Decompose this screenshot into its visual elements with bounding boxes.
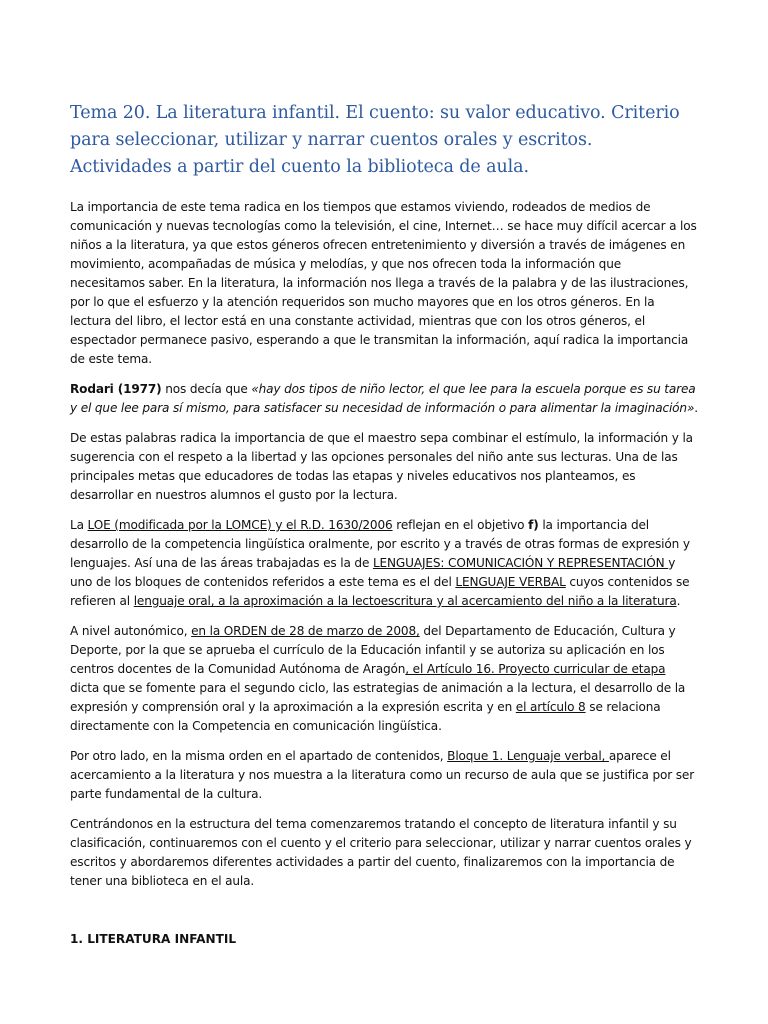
contents-text-1: Por otro lado, en la misma orden en el apartado de contenidos, xyxy=(70,749,448,763)
legislation-text-1: La xyxy=(70,518,88,532)
legislation-text-3: la importancia del desarrollo de la competencia lingüística oralmente, por escrito y a través de otras formas de expresión y lenguajes. Así una de las áreas trabajadas es la de xyxy=(70,518,690,570)
paragraph-contents xyxy=(70,747,698,804)
quote-intro: nos decía que xyxy=(161,382,252,396)
document-title: Tema 20. La literatura infantil. El cuento: su valor educativo. Criterio para seleccionar, utilizar y narrar cuentos orales y escritos. Actividades a partir del cuento la biblioteca de aula. xyxy=(70,103,680,177)
document-page xyxy=(70,100,698,949)
contents-text-2: aparece el acercamiento a la literatura y nos muestra a la literatura como un recurso de aula que se justifica por ser parte fundamental de la cultura. xyxy=(70,749,695,801)
section-heading: 1. LITERATURA INFANTIL xyxy=(70,932,237,946)
quote-end: . xyxy=(694,401,698,415)
legislation-text-5: cuyos contenidos se refieren al xyxy=(70,575,690,608)
paragraph-legislation xyxy=(70,516,698,611)
legislation-block: LENGUAJE VERBAL xyxy=(455,575,566,589)
paragraph-rodari-quote xyxy=(70,380,698,418)
quote-text: «hay dos tipos de niño lector, el que lee para la escuela porque es su tarea y el que lee para sí mismo, para satisfacer su necesidad de información o para alimentar la imaginación» xyxy=(70,382,696,415)
legislation-objective: f) xyxy=(528,518,539,532)
regional-text-4: se relaciona directamente con la Competencia en comunicación lingüística. xyxy=(70,700,661,733)
legislation-text-6: . xyxy=(676,594,681,608)
regional-ref-orden: en la ORDEN de 28 de marzo de 2008, xyxy=(191,624,420,638)
paragraph-intro: La importancia de este tema radica en los tiempos que estamos viviendo, rodeados de medios de comunicación y nuevas tecnologías como la televisión, el cine, Internet… se hace muy difícil acercar a los niños a la literatura, ya que estos géneros ofrecen entretenimiento y diversión a través de imágenes en movimiento, acompañadas de música y melodías, y que nos ofrecen toda la información que necesitamos saber. En la literatura, la información nos llega a través de la palabra y de las ilustraciones, por lo que el esfuerzo y la atención requeridos son mucho mayores que en los otros géneros. En la lectura del libro, el lector está en una constante actividad, mientras que con los otros géneros, el espectador permanece pasivo, esperando a que le transmitan la información, aquí radica la importancia de este tema. xyxy=(70,200,697,366)
legislation-contents: lenguaje oral, a la aproximación a la lectoescritura y al acercamiento del niño a la literatura xyxy=(133,594,677,608)
legislation-area: LENGUAJES: COMUNICACIÓN Y REPRESENTACIÓN xyxy=(372,556,669,570)
legislation-ref-loe: LOE (modificada por la LOMCE) y el R.D. 1630/2006 xyxy=(87,518,393,532)
quote-author: Rodari (1977) xyxy=(70,382,162,396)
regional-ref-articulo-16: , el Artículo 16. Proyecto curricular de etapa xyxy=(405,662,666,676)
regional-text-1: A nivel autonómico, xyxy=(70,624,192,638)
regional-text-2: del Departamento de Educación, Cultura y Deporte, por la que se aprueba el currículo de la Educación infantil y se autoriza su aplicación en los centros docentes de la Comunidad Autónoma de Aragón xyxy=(70,624,676,676)
contents-ref-bloque: Bloque 1. Lenguaje verbal, xyxy=(447,749,609,763)
legislation-text-4: y uno de los bloques de contenidos referidos a este tema es el del xyxy=(70,556,676,589)
paragraph-structure: Centrándonos en la estructura del tema comenzaremos tratando el concepto de literatura infantil y su clasificación, continuaremos con el cuento y el criterio para seleccionar, utilizar y narrar cuentos orales y escritos y abordaremos diferentes actividades a partir del cuento, finalizaremos con la importancia de tener una biblioteca en el aula. xyxy=(70,817,692,888)
paragraph-importance: De estas palabras radica la importancia de que el maestro sepa combinar el estímulo, la información y la sugerencia con el respeto a la libertad y las opciones personales del niño ante sus lecturas. Una de las principales metas que educadores de todas las etapas y niveles educativos nos planteamos, es desarrollar en nuestros alumnos el gusto por la lectura. xyxy=(70,431,693,502)
paragraph-regional xyxy=(70,622,698,736)
regional-ref-articulo-8: el artículo 8 xyxy=(515,700,586,714)
legislation-text-2: reflejan en el objetivo xyxy=(392,518,529,532)
regional-text-3: dicta que se fomente para el segundo ciclo, las estrategias de animación a la lectura, el desarrollo de la expresión y comprensión oral y la aproximación a la expresión escrita y en xyxy=(70,681,686,714)
